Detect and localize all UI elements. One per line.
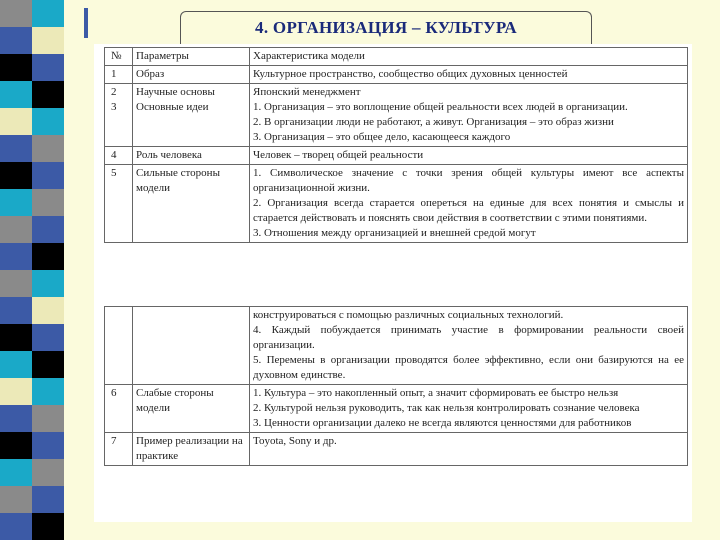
- strip-square: [32, 270, 64, 297]
- row-parameter: Сильные стороны модели: [133, 165, 250, 243]
- description-line: Человек – творец общей реальности: [253, 149, 424, 161]
- strip-square: [0, 108, 32, 135]
- strip-square: [0, 243, 32, 270]
- row-description: [250, 433, 688, 466]
- row-number: [105, 307, 133, 385]
- description-line: 3. Отношения между организацией и внешней средой могут: [253, 227, 536, 239]
- strip-square: [32, 459, 64, 486]
- strip-square: [32, 135, 64, 162]
- model-table-continued: [104, 306, 688, 466]
- description-line: Японский менеджмент: [253, 86, 361, 98]
- strip-square: [32, 189, 64, 216]
- strip-square: [32, 0, 64, 27]
- strip-square: [0, 54, 32, 81]
- strip-square: [0, 27, 32, 54]
- strip-square: [32, 297, 64, 324]
- strip-square: [0, 135, 32, 162]
- strip-square: [32, 81, 64, 108]
- header-num: №: [105, 48, 133, 66]
- strip-square: [0, 297, 32, 324]
- description-line: 3. Ценности организации далеко не всегда являются ценностями для работников: [253, 417, 632, 429]
- row-description: [250, 84, 688, 147]
- strip-square: [32, 243, 64, 270]
- row-number: 5: [105, 165, 133, 243]
- row-number: 6: [105, 385, 133, 433]
- strip-square: [0, 162, 32, 189]
- strip-square: [32, 27, 64, 54]
- description-line: 2. Культурой нельзя руководить, так как нельзя контролировать сознание человека: [253, 402, 640, 414]
- row-description: [250, 385, 688, 433]
- row-parameter: Роль человека: [133, 147, 250, 165]
- strip-square: [0, 405, 32, 432]
- strip-square: [32, 405, 64, 432]
- description-line: Toyota, Sony и др.: [253, 435, 337, 447]
- table-row: [105, 385, 688, 433]
- table-row: [105, 84, 688, 147]
- strip-square: [0, 486, 32, 513]
- description-line: 1. Символическое значение с точки зрения общей культуры имеют все аспекты организационной жизни.: [253, 167, 684, 194]
- description-line: 2. В организации люди не работают, а живут. Организация – это образ жизни: [253, 116, 614, 128]
- description-line: конструироваться с помощью различных социальных технологий.: [253, 309, 564, 321]
- row-description: [250, 165, 688, 243]
- slide-title: 4. ОРГАНИЗАЦИЯ – КУЛЬТУРА: [255, 18, 517, 37]
- description-line: 5. Перемены в организации проводятся более эффективно, если они базируются на ее духовном единстве.: [253, 354, 684, 381]
- strip-square: [0, 270, 32, 297]
- description-line: Культурное пространство, сообщество общих духовных ценностей: [253, 68, 568, 80]
- row-number: 4: [105, 147, 133, 165]
- strip-square: [0, 324, 32, 351]
- row-number: 2 3: [105, 84, 133, 147]
- decorative-strip: [0, 0, 64, 540]
- description-line: 3. Организация – это общее дело, касающееся каждого: [253, 131, 511, 143]
- row-number: 1: [105, 66, 133, 84]
- row-parameter: [133, 307, 250, 385]
- description-line: 2. Организация всегда старается опереться на единые для всех понятия и смыслы и старается действовать и пояснять свои действия в соответствии с этими понятиями.: [253, 197, 684, 224]
- table-row: [105, 165, 688, 243]
- row-parameter: Научные основы Основные идеи: [133, 84, 250, 147]
- row-number: 7: [105, 433, 133, 466]
- strip-square: [0, 459, 32, 486]
- table-header-row: [105, 48, 688, 66]
- strip-square: [32, 486, 64, 513]
- description-line: 1. Культура – это накопленный опыт, а значит сформировать ее быстро нельзя: [253, 387, 619, 399]
- strip-square: [32, 54, 64, 81]
- model-table: [104, 47, 688, 243]
- row-parameter: Слабые стороны модели: [133, 385, 250, 433]
- row-parameter: Образ: [133, 66, 250, 84]
- table-row: [105, 433, 688, 466]
- strip-square: [0, 432, 32, 459]
- strip-square: [0, 189, 32, 216]
- header-param: Параметры: [133, 48, 250, 66]
- strip-square: [0, 0, 32, 27]
- table-row: [105, 307, 688, 385]
- strip-square: [0, 513, 32, 540]
- strip-square: [32, 513, 64, 540]
- header-desc: Характеристика модели: [250, 48, 688, 66]
- strip-square: [0, 378, 32, 405]
- strip-square: [32, 351, 64, 378]
- description-line: 1. Организация – это воплощение общей реальности всех людей в организации.: [253, 101, 628, 113]
- table-row: [105, 66, 688, 84]
- strip-square: [0, 351, 32, 378]
- table-row: [105, 147, 688, 165]
- slide-title-box: [180, 11, 592, 44]
- strip-square: [32, 216, 64, 243]
- row-parameter: Пример реализации на практике: [133, 433, 250, 466]
- strip-square: [0, 216, 32, 243]
- strip-square: [32, 162, 64, 189]
- row-description: [250, 66, 688, 84]
- strip-square: [32, 432, 64, 459]
- row-description: [250, 147, 688, 165]
- strip-square: [32, 324, 64, 351]
- strip-square: [32, 378, 64, 405]
- strip-square: [32, 108, 64, 135]
- description-line: 4. Каждый побуждается принимать участие в формировании реальности своей организации.: [253, 324, 684, 351]
- strip-square: [0, 81, 32, 108]
- row-description: [250, 307, 688, 385]
